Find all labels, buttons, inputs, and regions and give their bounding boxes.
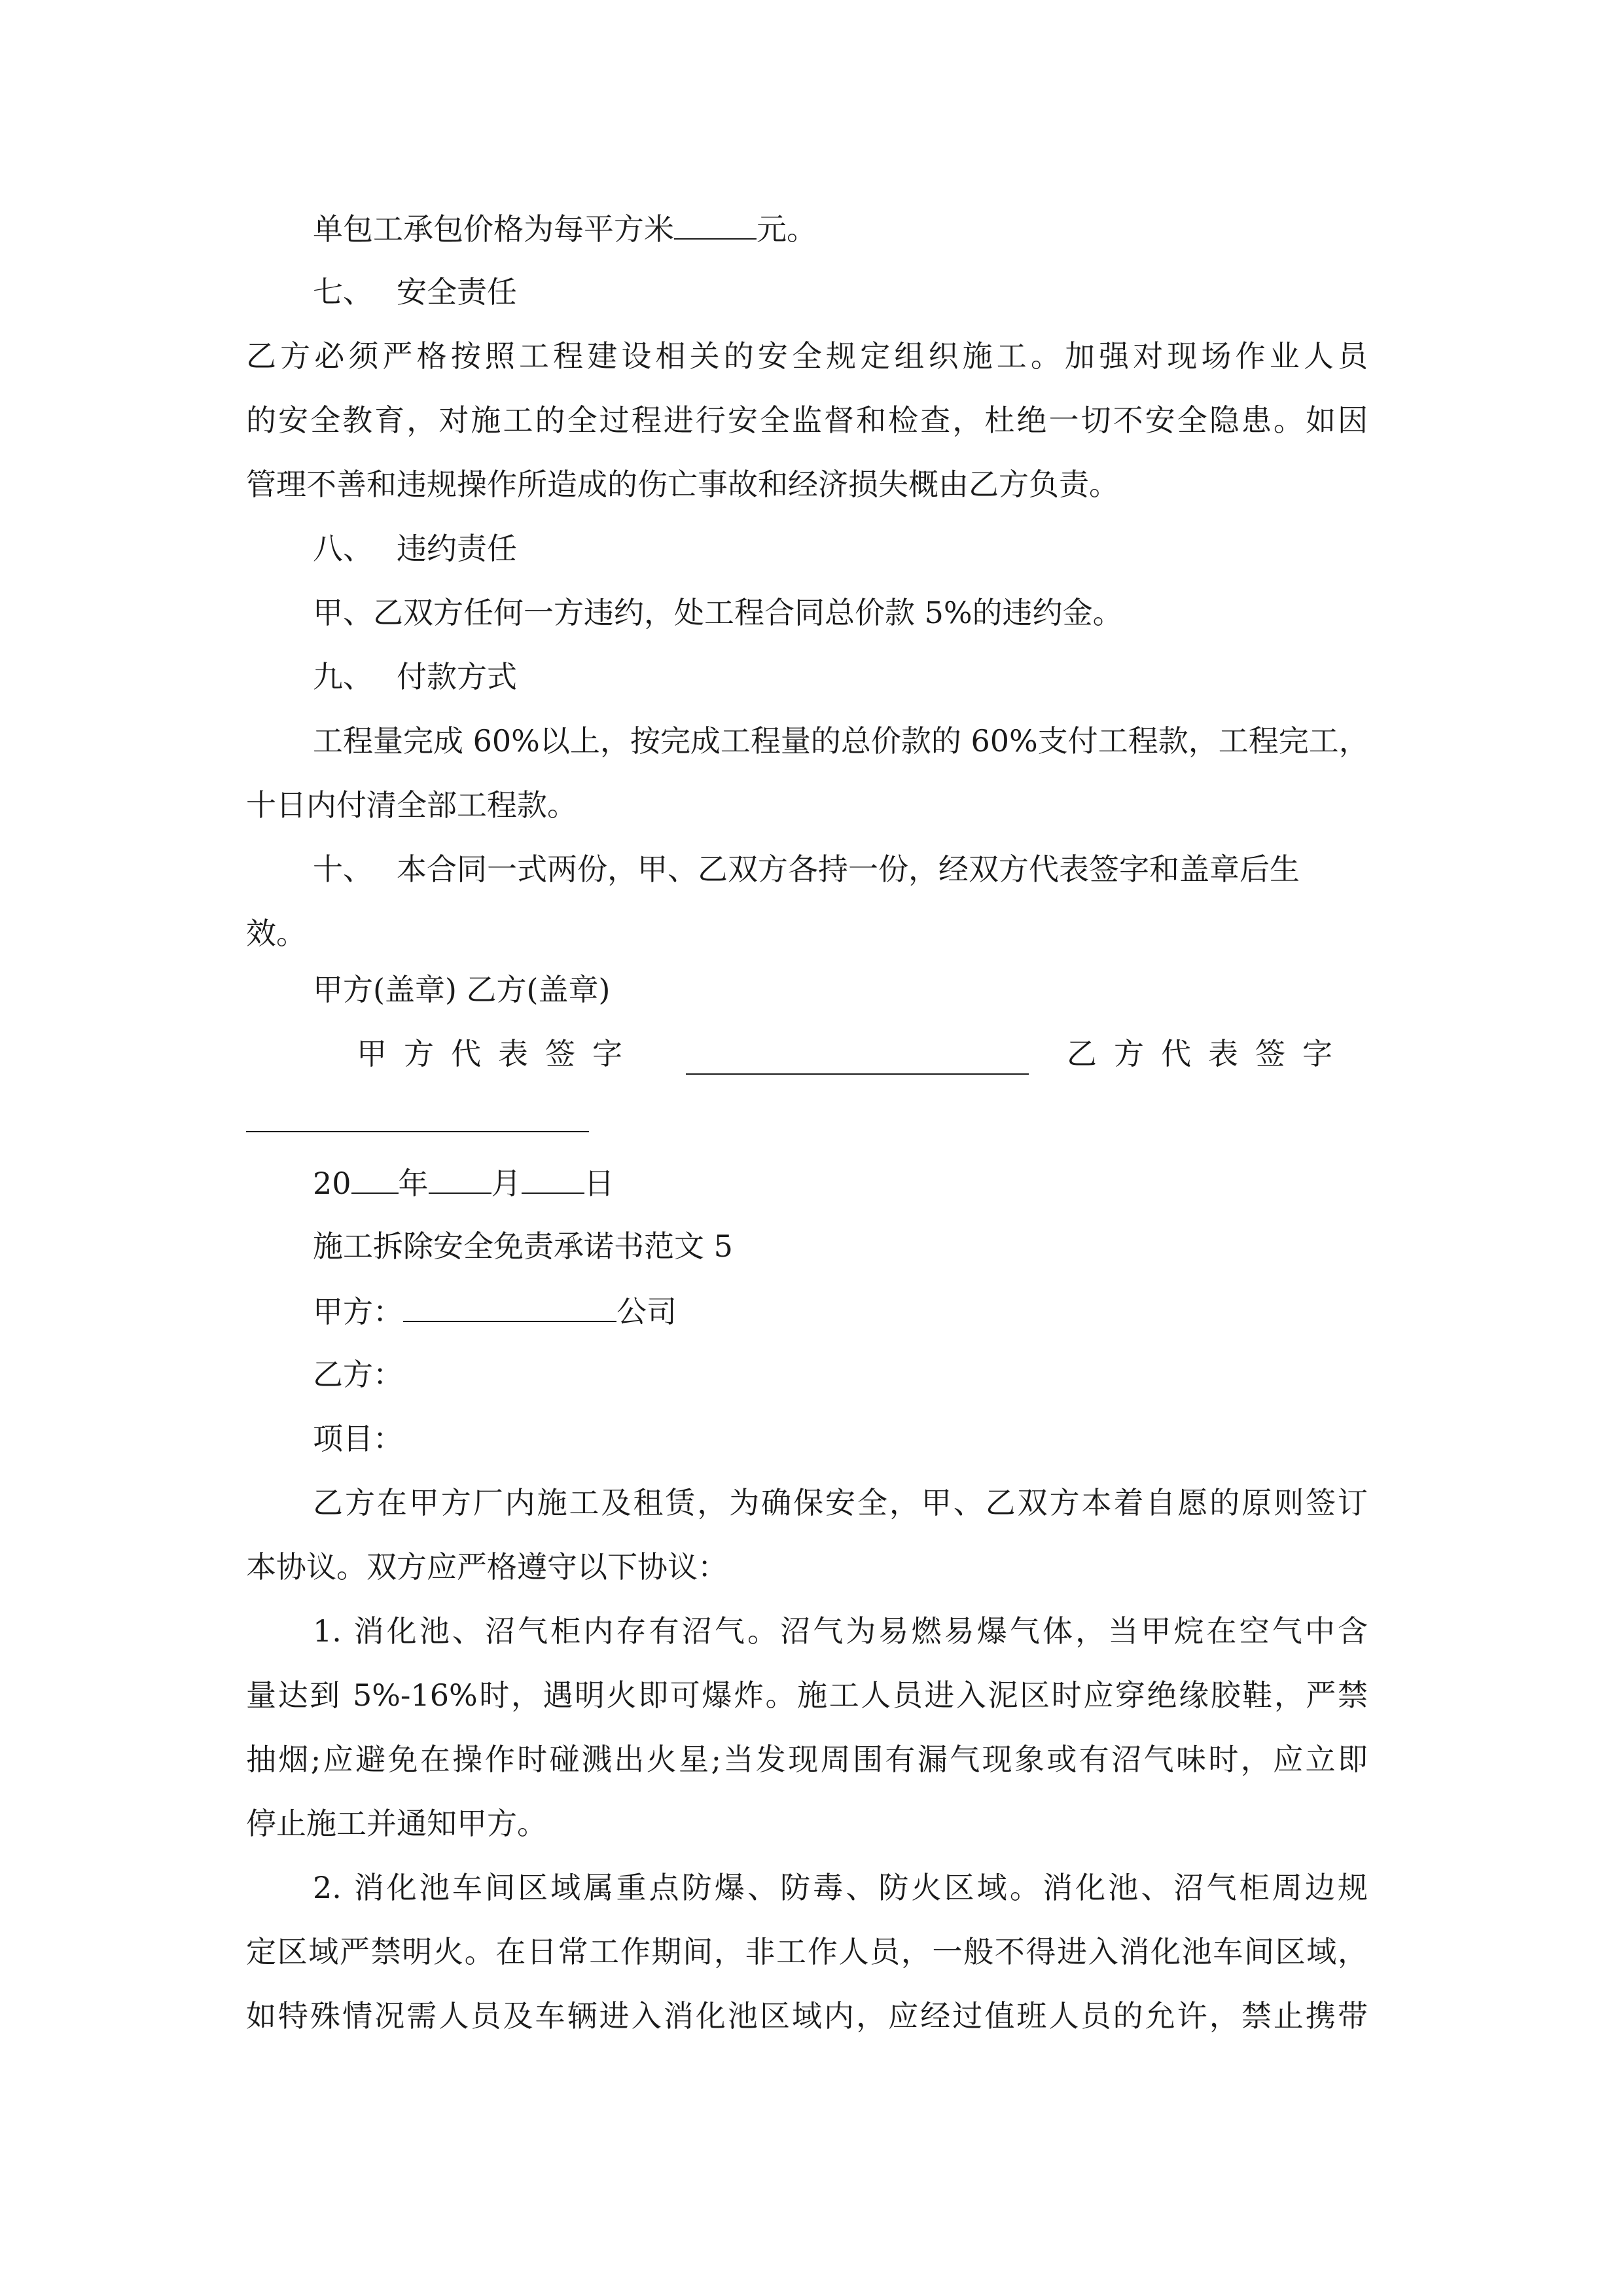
section-title: 违约责任 (397, 531, 517, 566)
section-9-heading (313, 657, 517, 696)
section-8-heading (313, 529, 517, 568)
party-b-signature-blank (246, 1131, 589, 1132)
party-a-signature-label: 甲方代表签字 (357, 1036, 639, 1071)
section-title: 付款方式 (397, 659, 517, 694)
section-text: 本合同一式两份，甲、乙双方各持一份，经双方代表签字和盖章后生 (397, 852, 1300, 887)
paragraph-line: 效。 (246, 916, 306, 951)
paragraph-line: 的安全教育，对施工的全过程进行安全监督和检查，杜绝一切不安全隐患。如因 (246, 403, 1368, 438)
date-year-label: 年 (398, 1166, 429, 1201)
date-line (313, 1162, 615, 1203)
date-day-label: 日 (584, 1166, 615, 1201)
clause-1-line: 量达到 5%-16%时，遇明火即可爆炸。施工人员进入泥区时应穿绝缘胶鞋，严禁 (246, 1677, 1368, 1713)
clause-2-line: 如特殊情况需人员及车辆进入消化池区域内，应经过值班人员的允许，禁止携带 (246, 1998, 1368, 2034)
document-title: 施工拆除安全免责承诺书范文 5 (313, 1229, 733, 1264)
paragraph-line: 管理不善和违规操作所造成的伤亡事故和经济损失概由乙方负责。 (246, 467, 1119, 502)
paragraph-line: 本协议。双方应严格遵守以下协议： (246, 1549, 728, 1585)
date-month-label: 月 (491, 1166, 522, 1201)
project-line: 项目： (313, 1421, 403, 1456)
party-a-line (313, 1291, 677, 1331)
party-a-blank (403, 1291, 616, 1322)
party-a-signature-blank (686, 1073, 1029, 1075)
clause-2-line: 定区域严禁明火。在日常工作期间，非工作人员，一般不得进入消化池车间区域， (246, 1934, 1368, 1969)
section-title: 安全责任 (397, 274, 517, 310)
section-7-heading (313, 272, 517, 312)
price-line (313, 208, 817, 249)
clause-2-line: 2. 消化池车间区域属重点防爆、防毒、防火区域。消化池、沼气柜周边规 (313, 1870, 1368, 1905)
year-blank (351, 1162, 399, 1194)
month-blank (429, 1162, 491, 1194)
party-b-signature-label: 乙方代表签字 (1067, 1036, 1349, 1071)
section-10-heading (313, 850, 1368, 889)
seal-line: 甲方(盖章) 乙方(盖章) (313, 972, 611, 1007)
paragraph-line: 十日内付清全部工程款。 (246, 787, 577, 823)
date-prefix: 20 (313, 1166, 351, 1201)
party-b-line: 乙方： (313, 1357, 403, 1392)
price-blank (674, 208, 757, 240)
section-number: 七、 (313, 274, 373, 310)
paragraph-line: 乙方在甲方厂内施工及租赁，为确保安全，甲、乙双方本着自愿的原则签订 (313, 1485, 1368, 1520)
paragraph-line: 甲、乙双方任何一方违约，处工程合同总价款 5%的违约金。 (313, 595, 1123, 630)
price-unit: 元。 (757, 211, 817, 247)
party-a-suffix: 公司 (616, 1294, 677, 1329)
price-text: 单包工承包价格为每平方米 (313, 211, 674, 247)
section-number: 十、 (313, 852, 373, 887)
section-number: 九、 (313, 659, 373, 694)
clause-1-line: 停止施工并通知甲方。 (246, 1806, 547, 1841)
clause-1-line: 1. 消化池、沼气柜内存有沼气。沼气为易燃易爆气体，当甲烷在空气中含 (313, 1613, 1368, 1649)
paragraph-line: 乙方必须严格按照工程建设相关的安全规定组织施工。加强对现场作业人员 (246, 338, 1368, 374)
section-number: 八、 (313, 531, 373, 566)
paragraph-line: 工程量完成 60%以上，按完成工程量的总价款的 60%支付工程款，工程完工， (313, 723, 1369, 759)
clause-1-line: 抽烟;应避免在操作时碰溅出火星;当发现周围有漏气现象或有沼气味时，应立即 (246, 1742, 1368, 1777)
day-blank (522, 1162, 584, 1194)
party-a-label: 甲方： (313, 1294, 403, 1329)
